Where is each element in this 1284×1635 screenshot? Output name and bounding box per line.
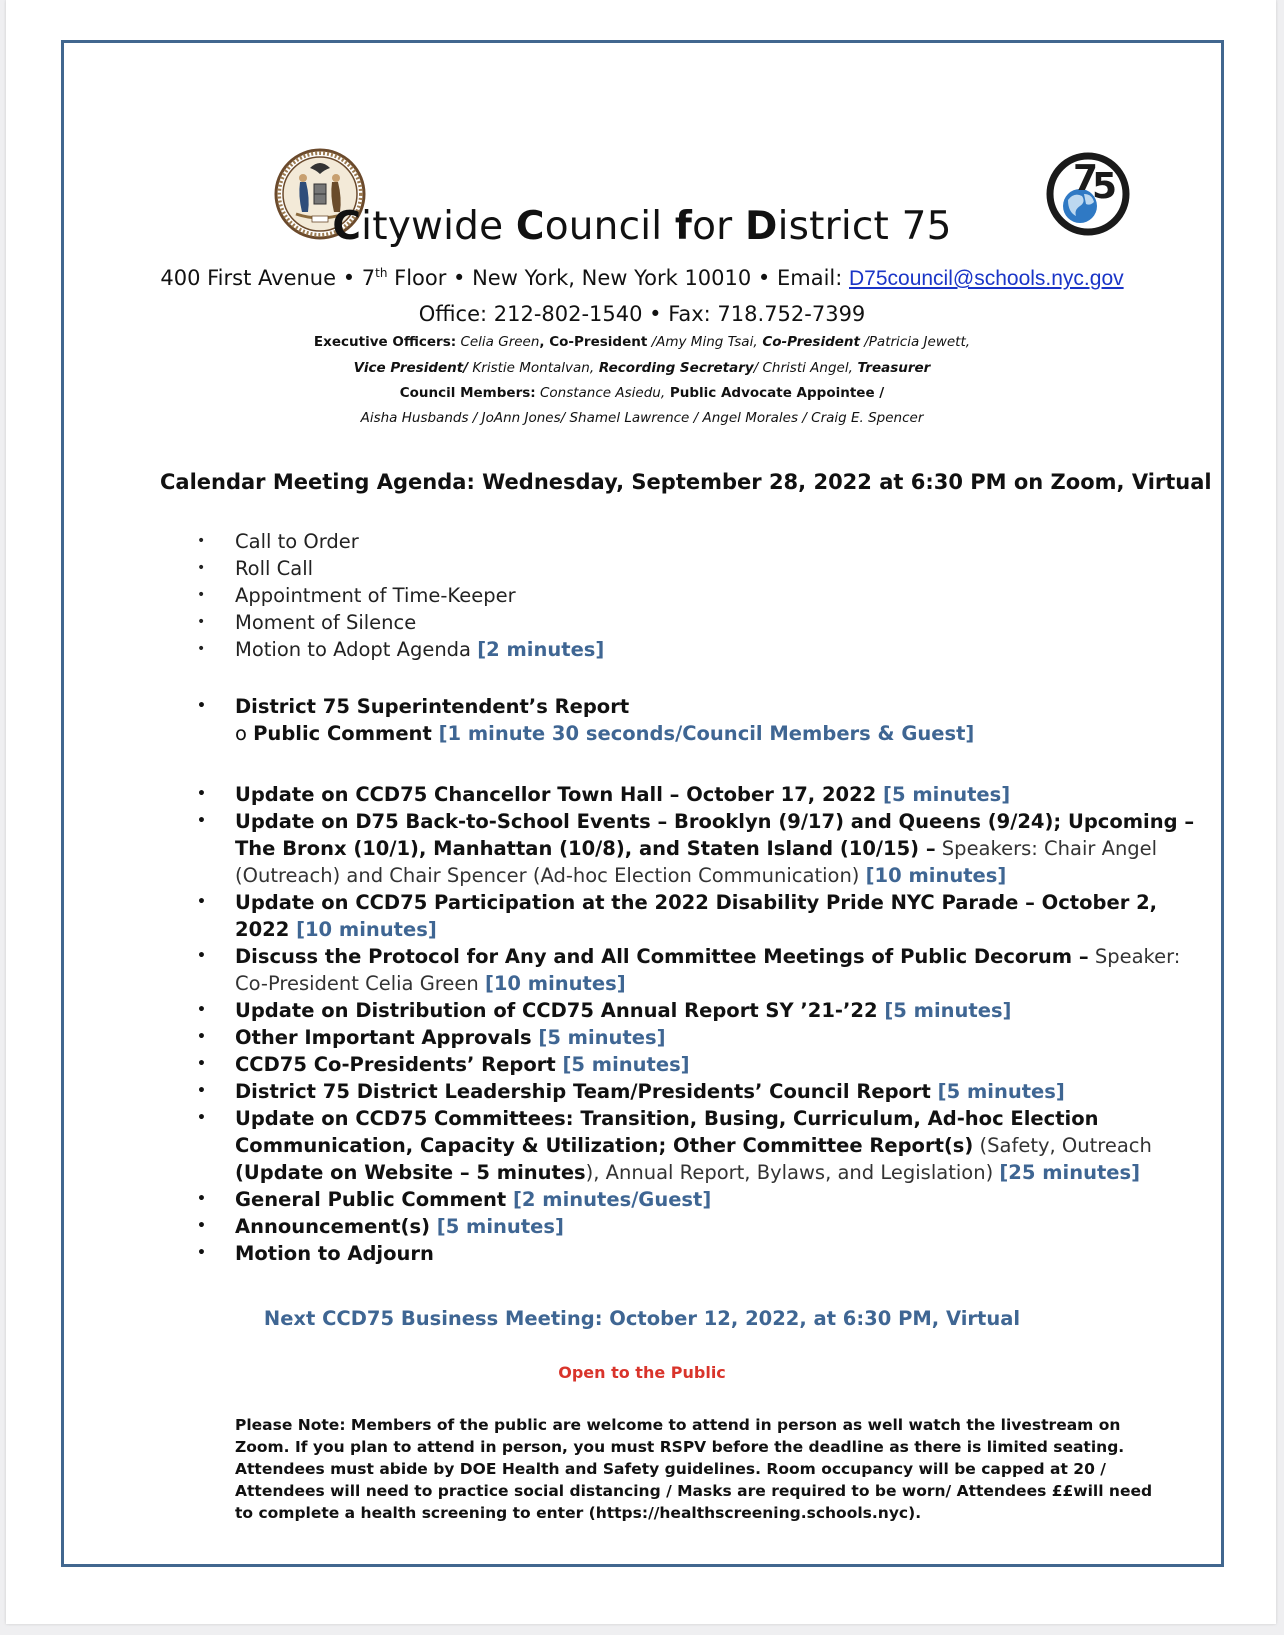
list-item: • Update on CCD75 Participation at the 2022 Disability Pride NYC Parade – October 2, 2022 [10 minutes] [197, 891, 1158, 941]
list-item: • District 75 District Leadership Team/Presidents’ Council Report [5 minutes] [197, 1080, 1065, 1103]
executive-officers-line-1: Executive Officers: Celia Green, Co-President /Amy Ming Tsai, Co-President /Patricia Jewett, [313, 334, 971, 350]
list-item: • Update on CCD75 Committees: Transition, Busing, Curriculum, Ad-hoc Election Communication, Capacity & Utilization; Other Committee Report(s) (Safety, Outreach (Update on Website – 5 minutes), Annual Report, Bylaws, and Legislation) [25 minutes] [197, 1107, 1152, 1184]
council-members-line-1: Council Members: Constance Asiedu, Public Advocate Appointee / [399, 385, 885, 401]
office-line: Office: 212-802-1540 • Fax: 718.752-7399 [418, 302, 866, 326]
list-item: • Other Important Approvals [5 minutes] [197, 1026, 666, 1049]
list-item: • Announcement(s) [5 minutes] [197, 1215, 564, 1238]
list-item: • CCD75 Co-Presidents’ Report [5 minutes] [197, 1053, 690, 1076]
agenda-title: Calendar Meeting Agenda: Wednesday, September 28, 2022 at 6:30 PM on Zoom, Virtual [160, 470, 1212, 494]
list-item: • Moment of Silence [197, 611, 417, 634]
list-item: • Motion to Adjourn [197, 1242, 434, 1265]
agenda-list [195, 528, 1215, 1267]
email-link[interactable]: D75council@schools.nyc.gov [849, 267, 1124, 290]
list-item: • Motion to Adopt Agenda [2 minutes] [197, 638, 605, 661]
list-item: • General Public Comment [2 minutes/Guest] [197, 1188, 712, 1211]
list-item: • Discuss the Protocol for Any and All Committee Meetings of Public Decorum – Speaker: Co-President Celia Green [10 minutes] [197, 945, 1181, 995]
council-members-line-2: Aisha Husbands / JoAnn Jones/ Shamel Lawrence / Angel Morales / Craig E. Spencer [360, 410, 924, 426]
list-item-superintendent-report: • District 75 Superintendent’s Report [197, 695, 630, 718]
list-item: • Update on D75 Back-to-School Events – Brooklyn (9/17) and Queens (9/24); Upcoming – The Bronx (10/1), Manhattan (10/8), and Staten Island (10/15) – Speakers: Chair Angel (Outreach) and Chair Spencer (Ad-hoc Election Communication) [10 minutes] [197, 810, 1195, 887]
list-item: • Update on Distribution of CCD75 Annual Report SY ’21-’22 [5 minutes] [197, 999, 1012, 1022]
list-item: • Appointment of Time-Keeper [197, 584, 516, 607]
address-line: 400 First Avenue • 7th Floor • New York, New York 10010 • Email: D75council@schools.nyc.gov [160, 266, 1124, 290]
svg-text:7: 7 [1073, 158, 1099, 199]
open-to-public: Open to the Public [558, 1363, 726, 1382]
list-item: • Roll Call [197, 557, 314, 580]
page-title: Citywide Council for District 75 [332, 204, 952, 249]
please-note: Please Note: Members of the public are welcome to attend in person as well watch the livestream on Zoom. If you plan to attend in person, you must RSPV before the deadline as there is limited seating. Attendees must abide by DOE Health and Safety guidelines. Room occupancy will be capped at 20 / Attendees will need to practice social distancing / Masks are required to be worn/ Attendees ££will need to complete a health screening to enter (https://healthscreening.schools.nyc). [235, 1416, 1153, 1522]
next-meeting: Next CCD75 Business Meeting: October 12, 2022, at 6:30 PM, Virtual [263, 1307, 1021, 1330]
executive-officers-line-2: Vice President/ Kristie Montalvan, Recording Secretary/ Christi Angel, Treasurer [353, 360, 931, 376]
svg-text:5: 5 [1092, 166, 1118, 207]
sub-item-public-comment: o Public Comment [1 minute 30 seconds/Council Members & Guest] [235, 722, 975, 745]
list-item: • Call to Order [197, 530, 359, 553]
list-item: • Update on CCD75 Chancellor Town Hall – October 17, 2022 [5 minutes] [197, 783, 1011, 806]
